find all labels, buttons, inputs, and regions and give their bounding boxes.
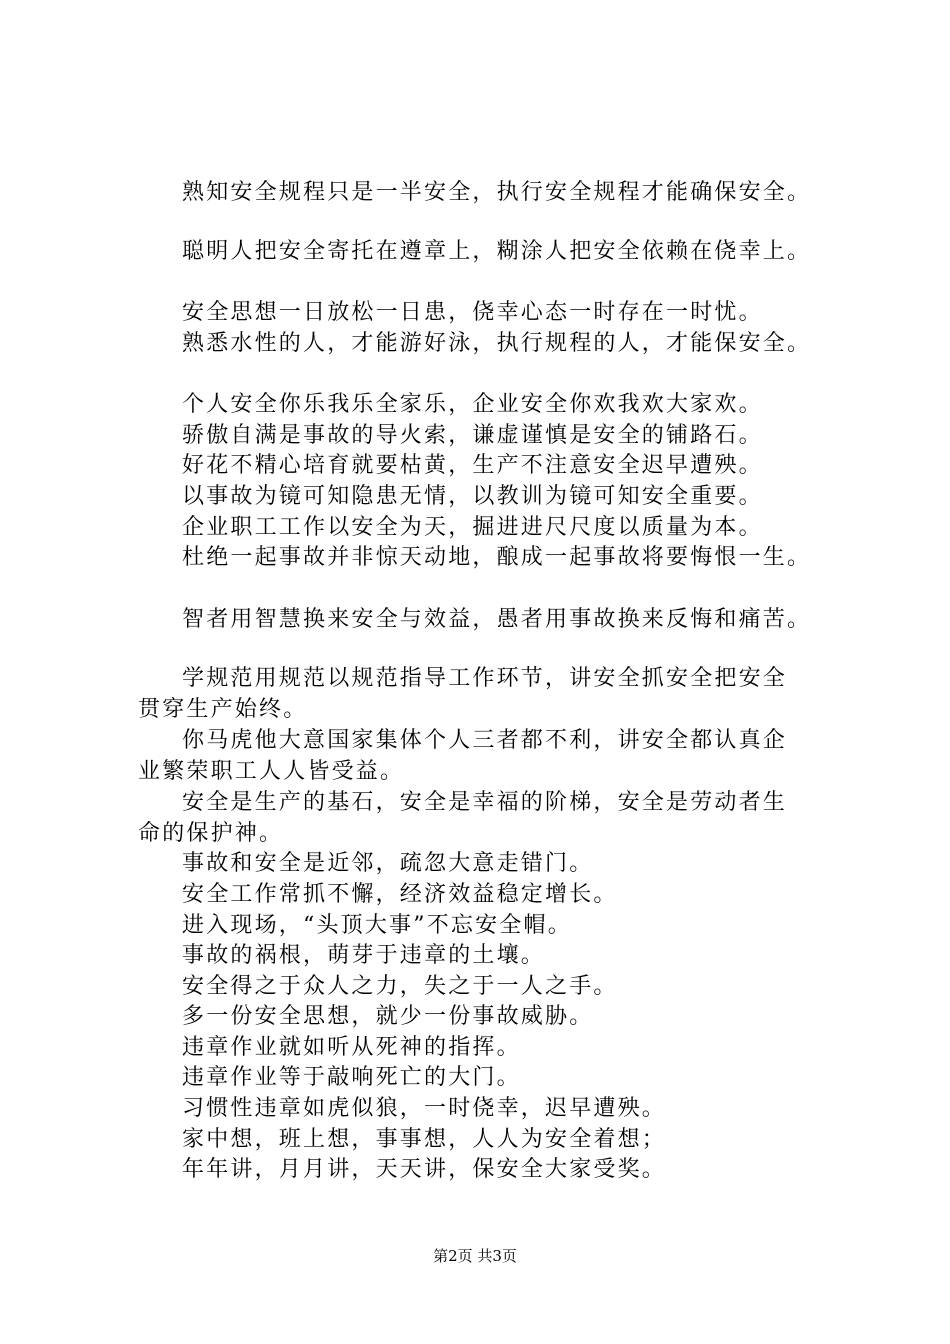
- text-line: 企业职工工作以安全为天，掘进进尺尺度以质量为本。: [182, 515, 763, 540]
- text-line: 贯穿生产始终。: [138, 697, 308, 722]
- text-line: 杜绝一起事故并非惊天动地，酿成一起事故将要悔恨一生。: [182, 545, 812, 570]
- text-line: 你马虎他大意国家集体个人三者都不利，讲安全都认真企: [182, 728, 788, 753]
- text-line: 骄傲自满是事故的导火索，谦虚谨慎是安全的铺路石。: [182, 423, 763, 448]
- text-line: 安全思想一日放松一日患，侥幸心态一时存在一时忧。: [182, 300, 763, 325]
- text-line: 业繁荣职工人人皆受益。: [138, 759, 405, 784]
- text-line: 以事故为镜可知隐患无情，以教训为镜可知安全重要。: [182, 484, 763, 509]
- text-line: 违章作业等于敲响死亡的大门。: [182, 1065, 521, 1090]
- text-line: 安全得之于众人之力，失之于一人之手。: [182, 974, 618, 999]
- text-line: 事故的祸根，萌芽于违章的土壤。: [182, 943, 546, 968]
- text-line: 熟知安全规程只是一半安全，执行安全规程才能确保安全。: [182, 180, 812, 205]
- text-line: 事故和安全是近邻，疏忽大意走错门。: [182, 851, 594, 876]
- text-line: 命的保护神。: [138, 821, 284, 846]
- text-line: 聪明人把安全寄托在遵章上，糊涂人把安全依赖在侥幸上。: [182, 239, 812, 264]
- text-line: 熟悉水性的人，才能游好泳，执行规程的人，才能保安全。: [182, 331, 812, 356]
- text-line: 智者用智慧换来安全与效益，愚者用事故换来反悔和痛苦。: [182, 607, 812, 632]
- text-line: 进入现场，“头顶大事”不忘安全帽。: [182, 913, 572, 938]
- text-line: 安全工作常抓不懈，经济效益稳定增长。: [182, 882, 618, 907]
- text-line: 违章作业就如听从死神的指挥。: [182, 1035, 521, 1060]
- text-line: 家中想，班上想，事事想，人人为安全着想；: [182, 1127, 667, 1152]
- text-line: 习惯性违章如虎似狼，一时侥幸，迟早遭殃。: [182, 1096, 667, 1121]
- text-line: 安全是生产的基石，安全是幸福的阶梯，安全是劳动者生: [182, 790, 788, 815]
- text-line: 个人安全你乐我乐全家乐，企业安全你欢我欢大家欢。: [182, 392, 763, 417]
- text-line: 年年讲，月月讲，天天讲，保安全大家受奖。: [182, 1157, 667, 1182]
- text-line: 学规范用规范以规范指导工作环节，讲安全抓安全把安全: [182, 666, 788, 691]
- page-footer: 第2页 共3页: [433, 1247, 517, 1265]
- text-line: 好花不精心培育就要枯黄，生产不注意安全迟早遭殃。: [182, 453, 763, 478]
- text-line: 多一份安全思想，就少一份事故威胁。: [182, 1004, 594, 1029]
